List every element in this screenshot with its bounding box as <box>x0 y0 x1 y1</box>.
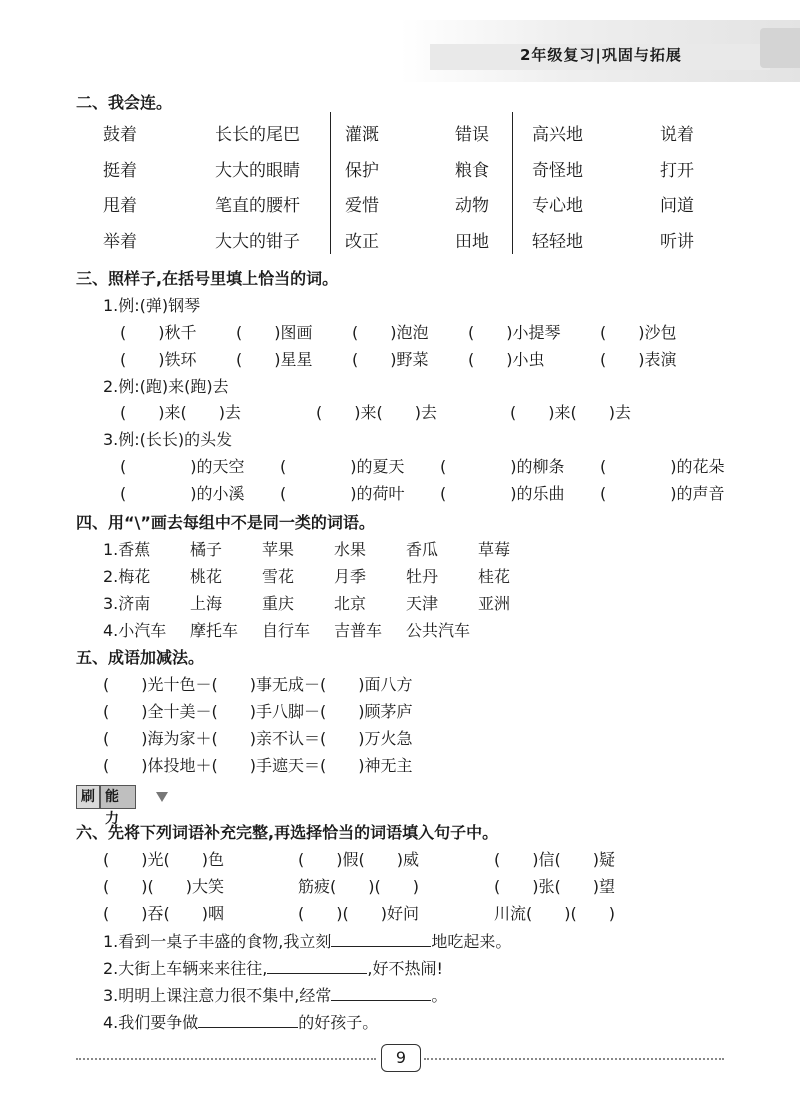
badge-label: 能力 <box>100 785 136 809</box>
match-word[interactable]: 大大的钳子 <box>215 232 300 252</box>
match-word[interactable]: 高兴地 <box>532 125 583 145</box>
word-item[interactable]: 月季 <box>334 567 367 586</box>
answer-blank[interactable] <box>331 932 431 947</box>
word-item[interactable]: 天津 <box>406 594 439 613</box>
word-item[interactable]: 1.香蕉 <box>103 540 151 559</box>
word-item[interactable]: 牡丹 <box>406 567 439 586</box>
footer-divider <box>76 1058 376 1060</box>
fill-item[interactable]: ( )泡泡 <box>352 323 429 342</box>
match-word[interactable]: 轻轻地 <box>532 232 583 252</box>
sentence-1 <box>103 929 511 952</box>
match-word[interactable]: 甩着 <box>103 196 137 216</box>
idiom-fill[interactable]: 川流( )( ) <box>494 904 615 923</box>
word-item[interactable]: 水果 <box>334 540 367 559</box>
match-word[interactable]: 爱惜 <box>345 196 379 216</box>
fill-item[interactable]: ( )沙包 <box>600 323 677 342</box>
idiom-fill[interactable]: ( )( )好问 <box>298 904 419 923</box>
idiom-row[interactable]: ( )光十色－( )事无成－( )面八方 <box>103 675 413 694</box>
match-word[interactable]: 说着 <box>660 125 694 145</box>
match-word[interactable]: 灌溉 <box>345 125 379 145</box>
triangle-down-icon <box>156 792 168 802</box>
idiom-row[interactable]: ( )全十美－( )手八脚－( )顾茅庐 <box>103 702 413 721</box>
answer-blank[interactable] <box>267 959 367 974</box>
header-tab <box>760 28 800 68</box>
word-item[interactable]: 雪花 <box>262 567 295 586</box>
fill-item[interactable]: ( )表演 <box>600 350 677 369</box>
idiom-row[interactable]: ( )体投地＋( )手遮天＝( )神无主 <box>103 756 413 775</box>
fill-item[interactable]: ( )的声音 <box>600 484 725 503</box>
sentence-text: 地吃起来。 <box>431 932 512 951</box>
word-item[interactable]: 草莓 <box>478 540 511 559</box>
word-item[interactable]: 吉普车 <box>334 621 383 640</box>
page-number: 9 <box>381 1044 421 1072</box>
fill-item[interactable]: ( )小提琴 <box>468 323 561 342</box>
match-word[interactable]: 大大的眼睛 <box>215 161 300 181</box>
idiom-fill[interactable]: ( )吞( )咽 <box>103 904 224 923</box>
fill-item[interactable]: ( )小虫 <box>468 350 545 369</box>
example-2: 2.例:(跑)来(跑)去 <box>103 377 229 396</box>
match-word[interactable]: 专心地 <box>532 196 583 216</box>
word-item[interactable]: 北京 <box>334 594 367 613</box>
sentence-text: 的好孩子。 <box>298 1013 379 1032</box>
fill-item[interactable]: ( )的小溪 <box>120 484 245 503</box>
idiom-fill[interactable]: ( )信( )疑 <box>494 850 615 869</box>
word-item[interactable]: 桃花 <box>190 567 223 586</box>
fill-item[interactable]: ( )图画 <box>236 323 313 342</box>
sentence-text: 2.大街上车辆来来往往, <box>103 959 268 978</box>
idiom-fill[interactable]: ( )( )大笑 <box>103 877 224 896</box>
match-word[interactable]: 动物 <box>455 196 489 216</box>
fill-item[interactable]: ( )秋千 <box>120 323 197 342</box>
word-item[interactable]: 自行车 <box>262 621 311 640</box>
match-word[interactable]: 长长的尾巴 <box>215 125 300 145</box>
fill-item[interactable]: ( )铁环 <box>120 350 197 369</box>
idiom-fill[interactable]: ( )张( )望 <box>494 877 615 896</box>
fill-item[interactable]: ( )的天空 <box>120 457 245 476</box>
sentence-text: 4.我们要争做 <box>103 1013 199 1032</box>
fill-item[interactable]: ( )来( )去 <box>510 403 631 422</box>
fill-item[interactable]: ( )的乐曲 <box>440 484 565 503</box>
example-3: 3.例:(长长)的头发 <box>103 430 233 449</box>
fill-item[interactable]: ( )的荷叶 <box>280 484 405 503</box>
match-word[interactable]: 改正 <box>345 232 379 252</box>
sentence-text: ,好不热闹! <box>367 959 443 978</box>
header-title: 2年级复习|巩固与拓展 <box>520 46 682 64</box>
fill-item[interactable]: ( )来( )去 <box>120 403 241 422</box>
fill-item[interactable]: ( )来( )去 <box>316 403 437 422</box>
badge-char: 刷 <box>76 785 100 809</box>
sentence-2 <box>103 956 443 979</box>
word-item[interactable]: 香瓜 <box>406 540 439 559</box>
section-3-title: 三、照样子,在括号里填上恰当的词。 <box>76 269 339 288</box>
match-word[interactable]: 粮食 <box>455 161 489 181</box>
word-item[interactable]: 亚洲 <box>478 594 511 613</box>
sentence-text: 1.看到一桌子丰盛的食物,我立刻 <box>103 932 332 951</box>
fill-item[interactable]: ( )的花朵 <box>600 457 725 476</box>
sentence-3 <box>103 983 447 1006</box>
word-item[interactable]: 3.济南 <box>103 594 151 613</box>
section-6-title: 六、先将下列词语补充完整,再选择恰当的词语填入句子中。 <box>76 823 499 842</box>
match-word[interactable]: 奇怪地 <box>532 161 583 181</box>
match-word[interactable]: 保护 <box>345 161 379 181</box>
answer-blank[interactable] <box>331 986 431 1001</box>
match-word[interactable]: 问道 <box>660 196 694 216</box>
fill-item[interactable]: ( )的夏天 <box>280 457 405 476</box>
sentence-text: 。 <box>431 986 448 1005</box>
sentence-4 <box>103 1010 378 1033</box>
ability-badge <box>76 785 136 827</box>
match-word[interactable]: 听讲 <box>660 232 694 252</box>
idiom-row[interactable]: ( )海为家＋( )亲不认＝( )万火急 <box>103 729 413 748</box>
idiom-fill[interactable]: ( )假( )威 <box>298 850 419 869</box>
fill-item[interactable]: ( )野菜 <box>352 350 429 369</box>
word-item[interactable]: 重庆 <box>262 594 295 613</box>
word-item[interactable]: 公共汽车 <box>406 621 471 640</box>
idiom-fill[interactable]: 筋疲( )( ) <box>298 877 419 896</box>
word-item[interactable]: 摩托车 <box>190 621 239 640</box>
match-word[interactable]: 挺着 <box>103 161 137 181</box>
match-word[interactable]: 打开 <box>660 161 694 181</box>
word-item[interactable]: 苹果 <box>262 540 295 559</box>
section-5-title: 五、成语加减法。 <box>76 648 205 667</box>
match-word[interactable]: 错误 <box>455 125 489 145</box>
example-1: 1.例:(弹)钢琴 <box>103 296 201 315</box>
idiom-fill[interactable]: ( )光( )色 <box>103 850 224 869</box>
fill-item[interactable]: ( )星星 <box>236 350 313 369</box>
sentence-text: 3.明明上课注意力很不集中,经常 <box>103 986 332 1005</box>
word-item[interactable]: 上海 <box>190 594 223 613</box>
match-word[interactable]: 笔直的腰杆 <box>215 196 300 216</box>
word-item[interactable]: 4.小汽车 <box>103 621 167 640</box>
match-word[interactable]: 田地 <box>455 232 489 252</box>
column-divider <box>512 112 513 254</box>
match-word[interactable]: 鼓着 <box>103 125 137 145</box>
section-2-title: 二、我会连。 <box>76 93 173 112</box>
word-item[interactable]: 橘子 <box>190 540 223 559</box>
word-item[interactable]: 2.梅花 <box>103 567 151 586</box>
answer-blank[interactable] <box>198 1013 298 1028</box>
column-divider <box>330 112 331 254</box>
word-item[interactable]: 桂花 <box>478 567 511 586</box>
fill-item[interactable]: ( )的柳条 <box>440 457 565 476</box>
section-4-title: 四、用“\”画去每组中不是同一类的词语。 <box>76 513 375 532</box>
match-word[interactable]: 举着 <box>103 232 137 252</box>
footer-divider <box>424 1058 724 1060</box>
